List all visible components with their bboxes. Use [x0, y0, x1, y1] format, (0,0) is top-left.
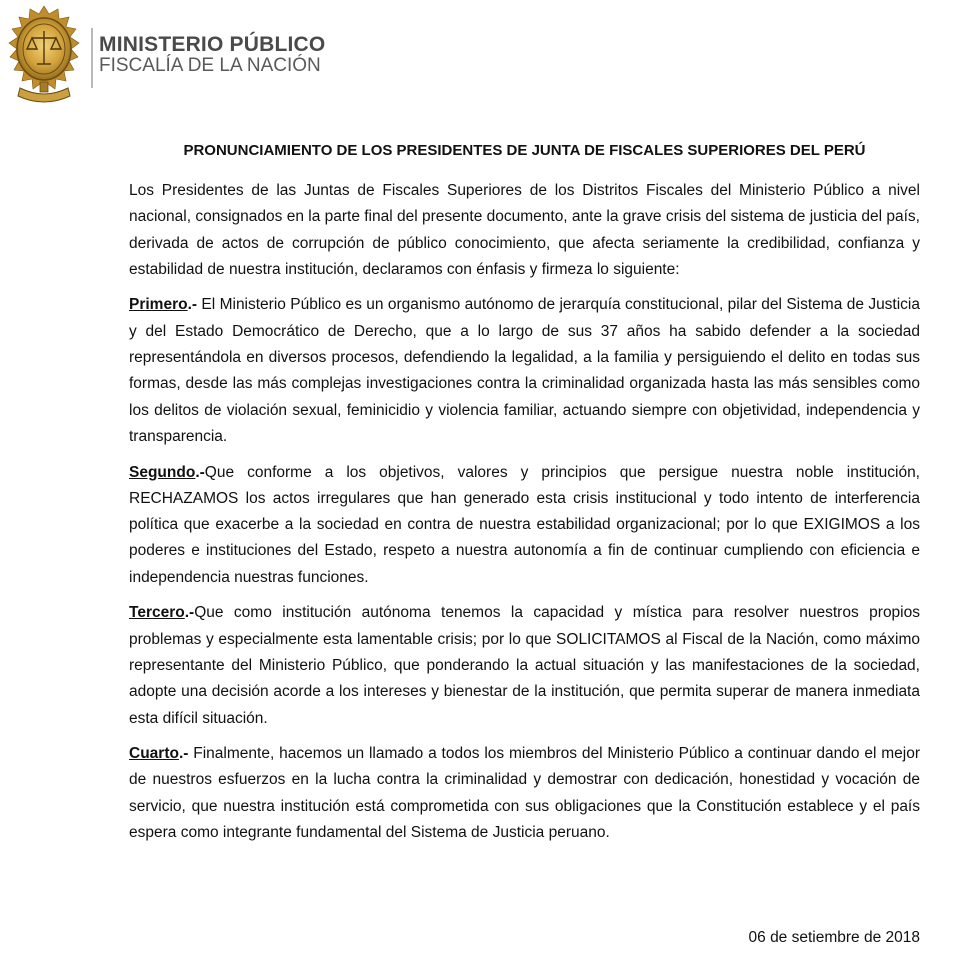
section-lead-word: Tercero — [129, 604, 185, 622]
section-lead — [129, 296, 197, 313]
logo-line-institution: MINISTERIO PÚBLICO — [99, 33, 326, 56]
section-lead-suffix: .- — [195, 463, 205, 481]
document-date: 06 de setiembre de 2018 — [748, 929, 920, 946]
logo-line-fiscalia: FISCALÍA DE LA NACIÓN — [99, 55, 321, 76]
section-primero — [129, 292, 920, 450]
section-lead-suffix: .- — [178, 745, 189, 763]
section-text: Que como institución autónoma tenemos la capacidad y mística para resolver nuestros propios problemas y especialmente esta lamentable crisis; por lo que SOLICITAMOS al Fiscal de la Nación, como máximo representante del Ministerio Público, que ponderando la actual situación y las manifestaciones de la sociedad, adopte una decisión acorde a los intereses y bienestar de la institución, que permita superar de manera inmediata esta difícil situación. — [129, 604, 920, 727]
section-lead — [129, 745, 188, 762]
document-body — [129, 138, 920, 856]
document-title: PRONUNCIAMIENTO DE LOS PRESIDENTES DE JUNTA DE FISCALES SUPERIORES DEL PERÚ — [183, 142, 866, 159]
section-lead-word: Primero — [129, 296, 188, 314]
section-tercero — [129, 600, 920, 731]
section-text: El Ministerio Público es un organismo autónomo de jerarquía constitucional, pilar del Sistema de Justicia y del Estado Democrático de Derecho, que a lo largo de sus 37 años ha sabido defender a la sociedad representándola en diversos procesos, defendiendo la legalidad, a la familia y persiguiendo el delito en todas sus formas, desde las más complejas investigaciones contra la criminalidad organizada hasta las más sensibles como los delitos de violación sexual, feminicidio y violencia familiar, actuando siempre con objetividad, independencia y transparencia. — [129, 296, 920, 445]
section-lead — [129, 604, 194, 621]
section-lead-word: Segundo — [129, 463, 196, 481]
ministerio-publico-seal-icon — [6, 4, 82, 108]
section-cuarto — [129, 741, 920, 846]
logo-divider — [91, 28, 93, 88]
letterhead — [0, 0, 980, 115]
logo-wordmark — [99, 34, 325, 75]
section-lead — [129, 464, 205, 481]
intro-paragraph: Los Presidentes de las Juntas de Fiscales Superiores de los Distritos Fiscales del Ministerio Público a nivel nacional, consignados en la parte final del presente documento, ante la grave crisis del sistema de justicia del país, derivada de actos de corrupción de público conocimiento, que afecta seriamente la credibilidad, confianza y estabilidad de nuestra institución, declaramos con énfasis y firmeza lo siguiente: — [129, 182, 920, 278]
section-text: Finalmente, hacemos un llamado a todos los miembros del Ministerio Público a continuar dando el mejor de nuestros esfuerzos en la lucha contra la criminalidad y demostrar con dedicación, honestidad y vocación de servicio, que nuestra institución está comprometida con sus obligaciones que la Constitución establece y el país espera como integrante fundamental del Sistema de Justicia peruano. — [129, 745, 920, 842]
section-text: Que conforme a los objetivos, valores y principios que persigue nuestra noble institución, RECHAZAMOS los actos irregulares que han generado esta crisis institucional y todo intento de interferencia política que exacerbe a la sociedad en contra de nuestra estabilidad organizacional; por lo que EXIGIMOS a los poderes e instituciones del Estado, respeto a nuestra autonomía a fin de continuar cumpliendo con eficiencia e independencia nuestras funciones. — [129, 463, 920, 586]
section-segundo — [129, 460, 920, 591]
section-lead-suffix: .- — [184, 604, 195, 622]
section-lead-suffix: .- — [187, 296, 198, 314]
section-lead-word: Cuarto — [129, 745, 179, 763]
